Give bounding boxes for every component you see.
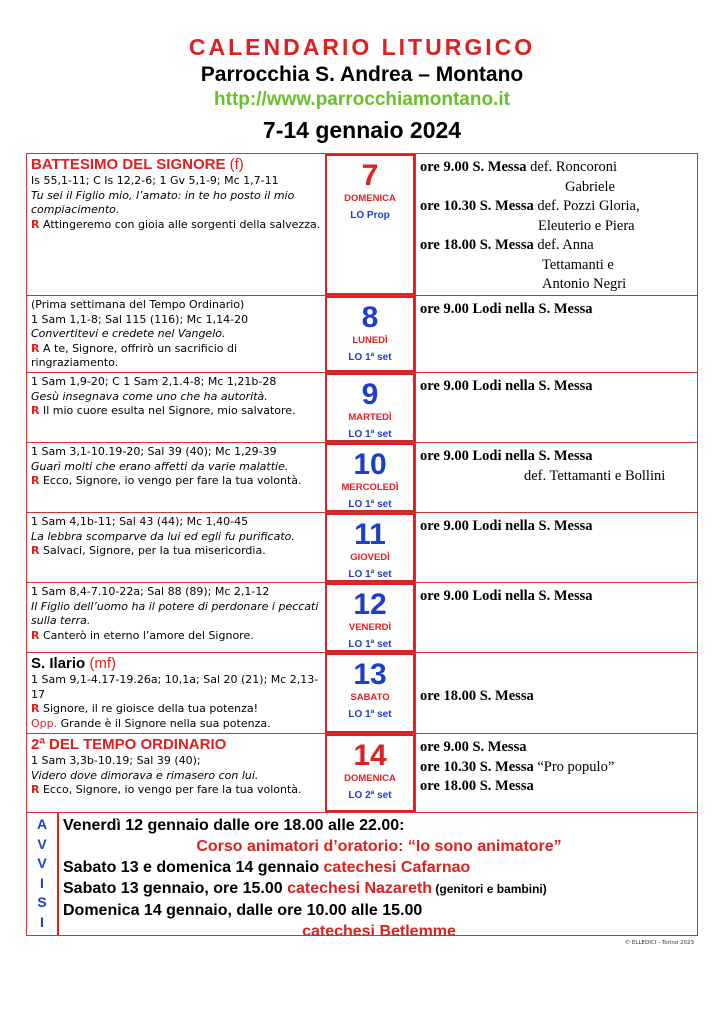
- feast-title: BATTESIMO DEL SIGNORE (f): [31, 156, 244, 173]
- mass-entry: ore 18.00 S. Messa def. Anna: [420, 237, 594, 253]
- announcements-label: [27, 813, 59, 935]
- day-number: 9: [361, 378, 379, 411]
- period-note: (Prima settimana del Tempo Ordinario): [31, 298, 245, 311]
- mass-note: Tettamanti e: [542, 256, 614, 273]
- copyright-note: © ELLEDICI - Torino 2023: [624, 940, 694, 946]
- feast-title: 2ª DEL TEMPO ORDINARIO: [31, 736, 227, 753]
- office-label: LO 1ª set: [348, 569, 392, 580]
- day-number: 14: [353, 739, 387, 772]
- office-label: LO 1ª set: [348, 352, 392, 363]
- day-row-7: [26, 154, 698, 296]
- day-row-11: [26, 513, 698, 583]
- day-name: VENERDÌ: [348, 622, 392, 633]
- response: R Signore, il re gioisce della tua potenza!: [31, 702, 259, 715]
- day-name: SABATO: [350, 692, 390, 703]
- mass-schedule: [415, 443, 697, 512]
- readings-cell: [27, 443, 325, 512]
- readings: 1 Sam 9,1-4.17-19.26a; 10,1a; Sal 20 (21); Mc 2,13-17: [31, 673, 319, 701]
- day-number: 13: [353, 658, 387, 691]
- day-number: 8: [361, 301, 379, 334]
- mass-schedule: [415, 583, 697, 652]
- announcements-box: [26, 813, 698, 940]
- day-name: MARTEDÌ: [348, 412, 392, 423]
- readings-cell: [27, 513, 325, 582]
- day-row-12: [26, 583, 698, 653]
- mass-schedule: [415, 734, 697, 812]
- day-number: 7: [361, 159, 379, 192]
- response: R Canterò in eterno l’amore del Signore.: [31, 628, 254, 642]
- day-name: MERCOLEDÌ: [341, 482, 399, 493]
- mass-entry: ore 9.00 S. Messa: [420, 739, 527, 755]
- readings: Is 55,1-11; C Is 12,2-6; 1 Gv 5,1-9; Mc 1,7-11: [31, 174, 279, 187]
- mass-entry: ore 9.00 Lodi nella S. Messa: [420, 301, 593, 317]
- page-header: [0, 32, 724, 146]
- announcements-text: [63, 815, 695, 942]
- response: R Il mio cuore esulta nel Signore, mio salvatore.: [31, 404, 296, 417]
- day-box: [325, 373, 415, 442]
- announcement-line: Venerdì 12 gennaio dalle ore 18.00 alle 22.00:: [63, 817, 405, 834]
- readings-cell: [27, 734, 325, 812]
- announcement-line: Domenica 14 gennaio, dalle ore 10.00 alle 15.00: [63, 902, 423, 919]
- announcement-line: catechesi Betlemme: [302, 923, 456, 940]
- mass-entry: ore 9.00 Lodi nella S. Messa: [420, 448, 593, 464]
- mass-entry: ore 9.00 Lodi nella S. Messa: [420, 518, 593, 534]
- label-letter: A: [36, 816, 48, 832]
- day-box: [325, 583, 415, 652]
- day-number: 11: [354, 518, 386, 551]
- day-box: [325, 154, 415, 295]
- readings: 1 Sam 3,3b-10.19; Sal 39 (40);: [31, 754, 201, 767]
- mass-entry: ore 10.30 S. Messa “Pro populo”: [420, 758, 615, 775]
- day-box: [325, 653, 415, 733]
- office-label: LO 1ª set: [348, 429, 392, 440]
- readings: 1 Sam 1,9-20; C 1 Sam 2,1.4-8; Mc 1,21b-28: [31, 375, 277, 388]
- day-box: [325, 734, 415, 812]
- page-title: CALENDARIO LITURGICO: [188, 34, 536, 60]
- readings: 1 Sam 3,1-10.19-20; Sal 39 (40); Mc 1,29-39: [31, 445, 277, 458]
- readings-cell: [27, 653, 325, 733]
- response: R Ecco, Signore, io vengo per fare la tua volontà.: [31, 474, 302, 487]
- feast-title: S. Ilario (mf): [31, 655, 117, 672]
- mass-entry: ore 9.00 Lodi nella S. Messa: [420, 588, 593, 604]
- office-label: LO Prop: [350, 210, 390, 221]
- antiphon: Videro dove dimorava e rimasero con lui.: [31, 768, 259, 782]
- mass-note: Antonio Negri: [542, 276, 627, 292]
- mass-entry: ore 18.00 S. Messa: [420, 778, 534, 794]
- day-name: DOMENICA: [344, 773, 396, 784]
- label-letter: V: [37, 835, 47, 852]
- day-name: DOMENICA: [344, 193, 396, 204]
- parish-website-link[interactable]: http://www.parrocchiamontano.it: [214, 89, 510, 110]
- antiphon: Guarì molti che erano affetti da varie malattie.: [31, 459, 289, 473]
- response: R Attingeremo con gioia alle sorgenti della salvezza.: [31, 217, 321, 231]
- readings: 1 Sam 8,4-7.10-22a; Sal 88 (89); Mc 2,1-12: [31, 585, 270, 598]
- mass-entry: ore 9.00 S. Messa def. Roncoroni: [420, 159, 618, 175]
- alternate-response: Opp. Grande è il Signore nella sua potenza.: [31, 716, 271, 730]
- day-box: [325, 296, 415, 372]
- mass-note: Gabriele: [565, 178, 615, 195]
- mass-entry: ore 10.30 S. Messa def. Pozzi Gloria,: [420, 198, 640, 214]
- label-letter: I: [40, 913, 44, 930]
- mass-schedule: [415, 296, 697, 372]
- day-box: [325, 443, 415, 512]
- day-row-14: [26, 734, 698, 813]
- announcement-line: Sabato 13 gennaio, ore 15.00 catechesi Nazareth (genitori e bambini): [63, 880, 547, 897]
- day-row-9: [26, 373, 698, 443]
- response: R Ecco, Signore, io vengo per fare la tua volontà.: [31, 783, 302, 796]
- day-row-10: [26, 443, 698, 513]
- office-label: LO 2ª set: [348, 790, 392, 801]
- day-number: 10: [353, 448, 387, 481]
- day-row-8: [26, 296, 698, 373]
- readings-cell: [27, 154, 325, 295]
- mass-schedule: [415, 653, 697, 733]
- readings: 1 Sam 4,1b-11; Sal 43 (44); Mc 1,40-45: [31, 515, 249, 528]
- date-range: 7-14 gennaio 2024: [262, 117, 462, 143]
- announcement-line: Corso animatori d’oratorio: “Io sono animatore”: [196, 838, 562, 855]
- readings-cell: [27, 296, 325, 372]
- response: R A te, Signore, offrirò un sacrificio di ringraziamento.: [31, 341, 238, 369]
- liturgical-calendar-table: [26, 153, 698, 940]
- day-row-13: [26, 653, 698, 734]
- antiphon: Tu sei il Figlio mio, l’amato: in te ho posto il mio compiacimento.: [31, 188, 295, 216]
- day-number: 12: [353, 588, 387, 621]
- label-letter: V: [37, 855, 47, 871]
- label-letter: I: [40, 874, 44, 891]
- antiphon: Il Figlio dell’uomo ha il potere di perdonare i peccati sulla terra.: [31, 599, 319, 627]
- mass-schedule: [415, 373, 697, 442]
- readings-cell: [27, 373, 325, 442]
- mass-note: def. Tettamanti e Bollini: [524, 467, 666, 484]
- mass-schedule: [415, 513, 697, 582]
- readings: 1 Sam 1,1-8; Sal 115 (116); Mc 1,14-20: [31, 312, 249, 326]
- mass-note: Eleuterio e Piera: [538, 217, 635, 234]
- office-label: LO 1ª set: [348, 639, 392, 650]
- announcement-line: Sabato 13 e domenica 14 gennaio catechesi Cafarnao: [63, 859, 471, 876]
- day-name: LUNEDÌ: [352, 335, 388, 346]
- office-label: LO 1ª set: [348, 499, 392, 510]
- mass-entry: ore 18.00 S. Messa: [420, 688, 534, 704]
- label-letter: S: [37, 894, 47, 910]
- parish-name: Parrocchia S. Andrea – Montano: [200, 63, 524, 86]
- day-name: GIOVEDÌ: [350, 552, 390, 563]
- readings-cell: [27, 583, 325, 652]
- mass-schedule: [415, 154, 697, 295]
- mass-entry: ore 9.00 Lodi nella S. Messa: [420, 378, 593, 394]
- antiphon: La lebbra scomparve da lui ed egli fu purificato.: [31, 529, 295, 543]
- antiphon: Convertitevi e credete nel Vangelo.: [31, 327, 226, 340]
- day-box: [325, 513, 415, 582]
- office-label: LO 1ª set: [348, 709, 392, 720]
- antiphon: Gesù insegnava come uno che ha autorità.: [31, 389, 268, 403]
- response: R Salvaci, Signore, per la tua misericordia.: [31, 544, 266, 557]
